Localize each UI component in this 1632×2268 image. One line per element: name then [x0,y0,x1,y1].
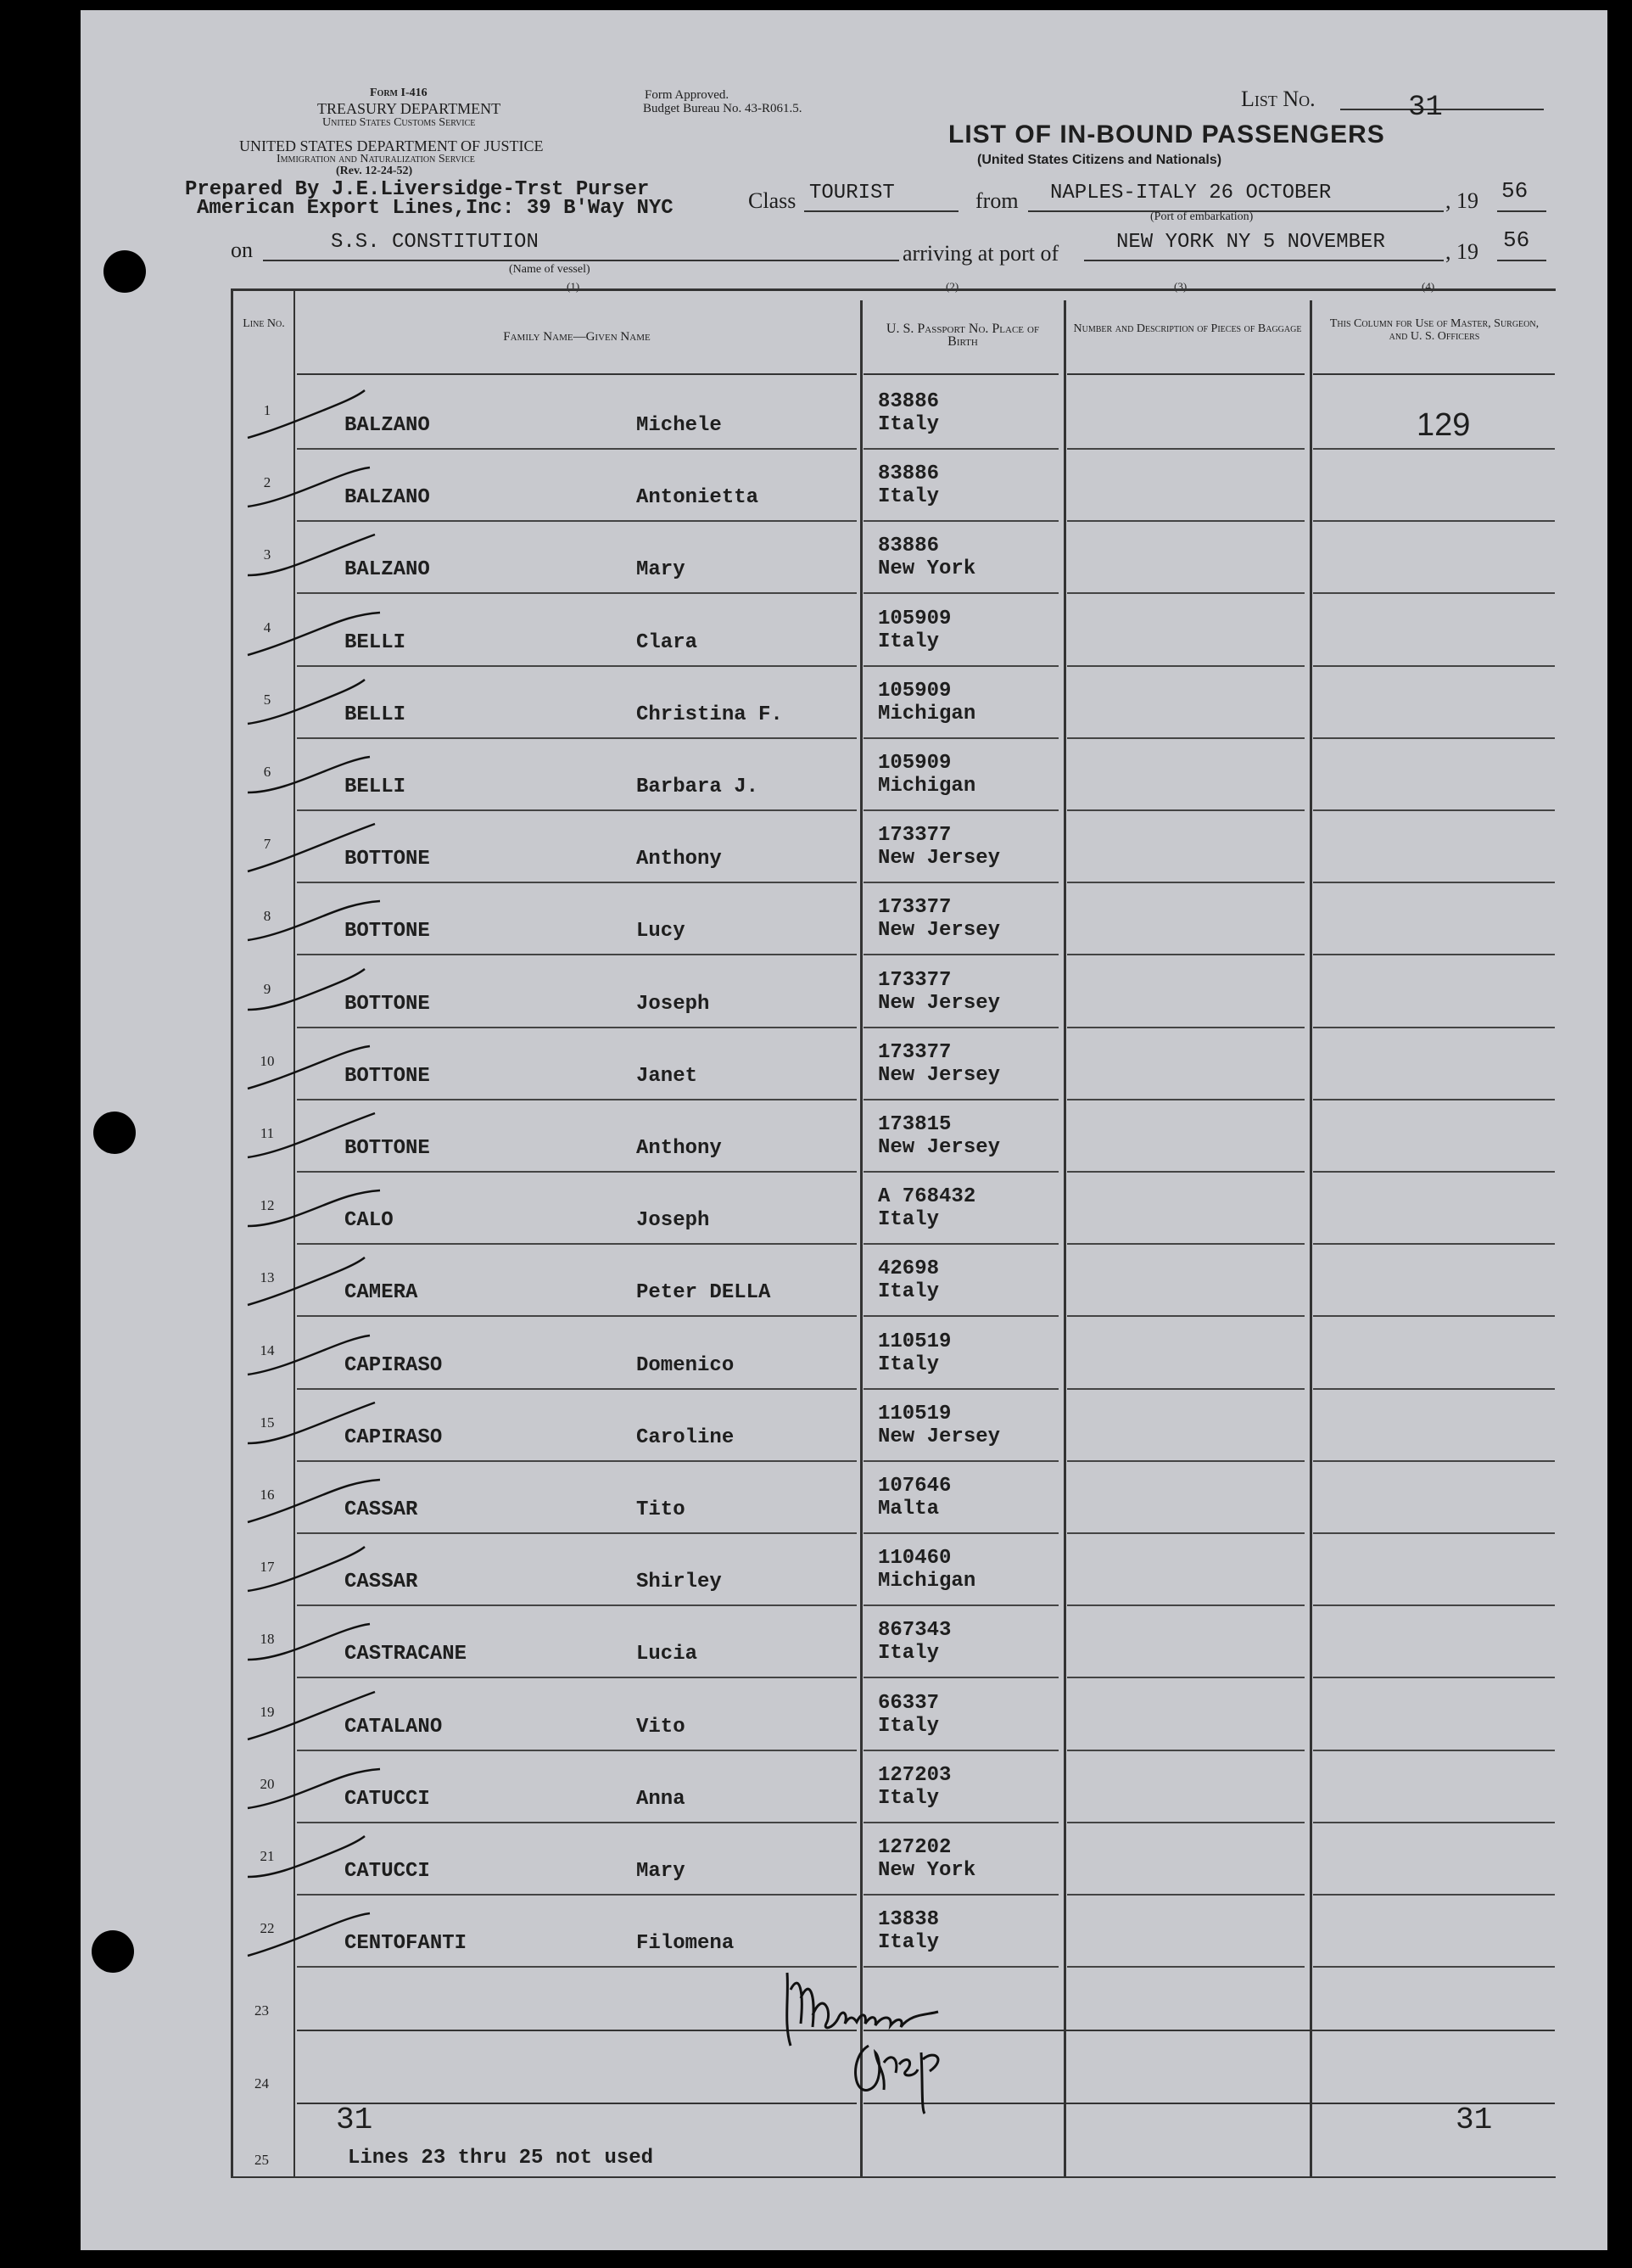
row-rule-passport [864,1171,1059,1173]
arriving-value: NEW YORK NY 5 NOVEMBER [1116,231,1385,254]
row-rule-baggage [1067,1243,1305,1245]
class-label: Class [748,188,796,213]
row-rule-passport [864,1822,1059,1823]
passenger-row [0,1246,1632,1318]
passport-and-birthplace [878,608,951,653]
place-of-birth: New Jersey [878,1063,1001,1087]
row-rule-passport [864,520,1059,522]
line-number: 22 [260,1920,275,1937]
passenger-row [0,1824,1632,1896]
row-rule-name [297,1822,857,1823]
row-rule-officers [1313,882,1555,883]
table-bottom-border [231,2176,1556,2178]
class-underline [804,210,959,212]
given-name: Tito [636,1498,685,1521]
row-rule-passport [864,1388,1059,1390]
place-of-birth: New Jersey [878,847,1001,871]
passenger-row [0,1752,1632,1824]
place-of-birth: Michigan [878,775,976,798]
class-value: TOURIST [809,182,895,204]
row-rule-passport [864,448,1059,450]
row-rule-officers [1313,809,1555,811]
passport-number: 105909 [878,607,952,630]
family-name: CAPIRASO [344,1425,443,1449]
place-of-birth: Italy [878,630,940,653]
unused-lines-note: Lines 23 thru 25 not used [348,2147,654,2170]
family-name: BELLI [344,776,406,798]
column-number-3: (3) [1174,280,1188,293]
given-name: Barbara J. [636,776,759,798]
row-rule-baggage [1067,1677,1305,1678]
passport-and-birthplace [878,824,1000,870]
column-header-name: Family Name—Given Name [503,330,651,344]
passport-and-birthplace [878,1547,975,1593]
column-number-4: (4) [1422,280,1435,293]
place-of-birth: Italy [878,413,940,436]
revision: (Rev. 12-24-52) [336,165,413,177]
arrival-year: 56 [1503,227,1530,253]
row-rule-officers [1313,592,1555,594]
row-rule-officers [1313,954,1555,955]
row-rule-passport [864,1460,1059,1462]
passport-and-birthplace [878,752,975,798]
row-rule-baggage [1067,809,1305,811]
place-of-birth: Italy [878,1208,940,1232]
line-number: 21 [260,1848,275,1864]
row-rule-passport [864,1315,1059,1317]
passport-number: A 768432 [878,1185,976,1209]
line-number: 12 [260,1197,275,1214]
header-separator-passport [864,373,1059,375]
form-title: LIST OF IN-BOUND PASSENGERS [948,120,1385,148]
passport-and-birthplace [878,462,939,508]
row-rule-name [297,520,857,522]
from-label: from [975,188,1019,213]
passport-and-birthplace [878,390,939,436]
line-number: 4 [263,619,271,636]
family-name: BOTTONE [344,848,430,871]
line-number: 2 [263,474,271,491]
row-rule-name [297,1315,857,1317]
line-number: 5 [263,691,271,708]
list-no-label: List No. [1241,87,1316,111]
line-number: 11 [260,1125,275,1141]
row-rule-officers [1313,1171,1555,1173]
line-number: 17 [260,1559,275,1576]
row-rule-name [297,592,857,594]
passport-and-birthplace [878,1692,939,1738]
row-rule-baggage [1067,592,1305,594]
place-of-birth: Italy [878,1280,940,1304]
row-rule-name [297,737,857,739]
row-rule-officers [1313,1315,1555,1317]
place-of-birth: Italy [878,1786,940,1810]
given-name: Anthony [636,848,722,871]
place-of-birth: New Jersey [878,991,1001,1015]
arriving-label: arriving at port of [903,241,1059,266]
family-name: CATUCCI [344,1860,430,1883]
line-number: 3 [263,546,271,563]
given-name: Domenico [636,1353,735,1377]
header-separator-officers [1313,373,1555,375]
row-rule-officers [1313,520,1555,522]
passport-number: 110460 [878,1547,952,1571]
given-name: Janet [636,1064,698,1088]
row-rule-name [297,1388,857,1390]
port-embarkation-caption: (Port of embarkation) [1150,210,1254,223]
passport-number: 107646 [878,1475,952,1498]
passenger-row [0,668,1632,740]
passenger-row [0,1173,1632,1246]
passenger-row [0,1029,1632,1101]
passport-number: 105909 [878,679,952,703]
passport-number: 110519 [878,1330,952,1353]
column-header-line-no: Line No. [243,317,285,330]
row-rule-officers [1313,1532,1555,1534]
passport-number: 42698 [878,1257,940,1281]
row-rule-officers [1313,1894,1555,1896]
row-rule-baggage [1067,1171,1305,1173]
from-year-underline [1497,210,1546,212]
family-name: CALO [344,1209,394,1233]
place-of-birth: Italy [878,1352,940,1376]
row-rule-passport [864,1750,1059,1751]
row-rule-name [297,1750,857,1751]
row-rule-passport [864,809,1059,811]
given-name: Peter DELLA [636,1281,771,1305]
passenger-row [0,1101,1632,1173]
family-name: CAPIRASO [344,1353,443,1377]
place-of-birth: New Jersey [878,1425,1001,1448]
passenger-row [0,1607,1632,1679]
line-number: 13 [260,1269,275,1286]
line-number: 1 [263,402,271,418]
passport-number: 83886 [878,390,940,413]
given-name: Joseph [636,1209,710,1233]
place-of-birth: Italy [878,485,940,509]
inspector-signature [772,1964,992,2117]
passport-and-birthplace [878,1041,1000,1087]
row-rule-baggage [1067,1604,1305,1606]
row-rule-passport [864,665,1059,667]
given-name: Joseph [636,992,710,1016]
passport-number: 173377 [878,968,952,992]
given-name: Christina F. [636,703,783,726]
passport-and-birthplace [878,1475,951,1520]
family-name: BALZANO [344,414,430,437]
passenger-row [0,812,1632,884]
row-rule-officers [1313,448,1555,450]
row-rule-officers [1313,737,1555,739]
line-number: 19 [260,1703,275,1720]
row-rule-baggage [1067,448,1305,450]
family-name: CASSAR [344,1498,418,1521]
row-rule-baggage [1067,882,1305,883]
prepared-by: Prepared By J.E.Liversidge-Trst Purser [185,178,650,201]
count-right: 31 [1456,2103,1493,2137]
passport-number: 110519 [878,1402,952,1425]
given-name: Mary [636,1860,685,1883]
row-rule-passport [864,954,1059,955]
family-name: CATALANO [344,1715,443,1739]
list-number: 31 [1408,92,1443,124]
passport-number: 867343 [878,1619,952,1643]
passenger-row [0,1391,1632,1463]
passport-and-birthplace [878,1619,951,1665]
given-name: Clara [636,630,698,654]
from-year: 56 [1501,178,1529,204]
row-rule-baggage [1067,954,1305,955]
row-rule-name [297,1171,857,1173]
empty-line-24: 24 [254,2075,269,2092]
row-rule-passport [864,1243,1059,1245]
row-rule-officers [1313,1388,1555,1390]
family-name: BOTTONE [344,992,430,1016]
line-number: 15 [260,1414,275,1431]
row-rule-baggage [1067,1966,1305,1968]
passport-and-birthplace [878,535,975,580]
row-rule-officers [1313,1750,1555,1751]
family-name: CAMERA [344,1281,418,1305]
family-name: BOTTONE [344,1064,430,1088]
row-rule-officers [1313,1243,1555,1245]
line-number: 20 [260,1775,275,1792]
line-number: 14 [260,1341,275,1358]
arrival-year-prefix: , 19 [1445,239,1478,264]
given-name: Vito [636,1715,685,1739]
form-number: Form I-416 [370,87,428,99]
family-name: CASSAR [344,1571,418,1594]
row-rule-name [297,1532,857,1534]
line-number: 8 [263,908,271,925]
place-of-birth: New York [878,557,976,581]
place-of-birth: Italy [878,1931,940,1955]
row-rule-name [297,1460,857,1462]
passport-and-birthplace [878,1403,1000,1448]
arriving-underline [1084,260,1444,261]
header-separator-baggage [1067,373,1305,375]
row-rule-officers [1313,665,1555,667]
row-rule-passport [864,1027,1059,1028]
passport-number: 83886 [878,535,940,558]
passenger-row [0,1896,1632,1968]
form-subtitle: (United States Citizens and Nationals) [977,153,1222,167]
row-rule-baggage [1067,1460,1305,1462]
passport-number: 66337 [878,1691,940,1715]
given-name: Lucy [636,920,685,944]
vessel-name: S.S. CONSTITUTION [331,231,539,254]
row-rule-officers [1313,1099,1555,1100]
row-rule-name [297,1099,857,1100]
passenger-row [0,1535,1632,1607]
row-rule-passport [864,737,1059,739]
punch-hole-top [103,250,146,293]
row-rule-baggage [1067,1388,1305,1390]
row-rule-officers [1313,1822,1555,1823]
given-name: Antonietta [636,486,759,510]
place-of-birth: Michigan [878,1570,976,1593]
given-name: Anthony [636,1137,722,1160]
row-rule-baggage [1067,520,1305,522]
header-separator [297,373,857,375]
treasury-department: TREASURY DEPARTMENT [317,100,501,117]
given-name: Michele [636,414,722,437]
passenger-row [0,1680,1632,1752]
passenger-row [0,523,1632,595]
row-rule-name [297,1027,857,1028]
passport-and-birthplace [878,1257,939,1303]
row-rule-name [297,448,857,450]
row-rule-passport [864,882,1059,883]
row-rule-name [297,665,857,667]
row-rule-baggage [1067,1894,1305,1896]
row-rule-passport [864,1099,1059,1100]
family-name: CATUCCI [344,1787,430,1811]
customs-service: United States Customs Service [322,116,476,129]
vessel-caption: (Name of vessel) [509,263,590,276]
column-number-1: (1) [567,280,580,293]
passenger-row [0,957,1632,1029]
family-name: BOTTONE [344,1137,430,1160]
row-rule-name [297,882,857,883]
from-year-prefix: , 19 [1445,188,1478,213]
column-header-officers: This Column for Use of Master, Surgeon, and U. S. Officers [1329,317,1540,343]
officer-total: 129 [1417,407,1471,443]
row-rule-baggage [1067,1532,1305,1534]
passenger-row [0,1319,1632,1391]
passport-number: 105909 [878,752,952,775]
row-rule-baggage [1067,1750,1305,1751]
row-rule-name [297,809,857,811]
passenger-row [0,596,1632,668]
place-of-birth: Italy [878,1642,940,1666]
vessel-underline [263,260,899,261]
row-rule-baggage [1067,1099,1305,1100]
ins-service: Immigration and Naturalization Service [277,153,475,165]
empty-line-25: 25 [254,2152,269,2168]
passport-number: 13838 [878,1908,940,1932]
passport-number: 83886 [878,462,940,486]
place-of-birth: New York [878,1859,976,1882]
line-number: 9 [263,980,271,997]
passport-number: 127203 [878,1763,952,1787]
row-rule-baggage [1067,737,1305,739]
line-number: 6 [263,764,271,780]
place-of-birth: Michigan [878,702,976,725]
row-rule-name [297,954,857,955]
given-name: Anna [636,1787,685,1811]
row-rule-baggage [1067,665,1305,667]
row-rule-baggage [1067,1315,1305,1317]
empty-line-23: 23 [254,2002,269,2019]
from-value: NAPLES-ITALY 26 OCTOBER [1050,182,1332,204]
family-name: BALZANO [344,558,430,582]
line-number: 7 [263,836,271,853]
place-of-birth: Italy [878,1714,940,1738]
row-rule-name [297,1894,857,1896]
given-name: Caroline [636,1425,735,1449]
passenger-row [0,740,1632,812]
passport-number: 173377 [878,1040,952,1064]
passport-and-birthplace [878,1113,1000,1159]
family-name: BALZANO [344,486,430,510]
passenger-row [0,378,1632,451]
department-of-justice: UNITED STATES DEPARTMENT OF JUSTICE [239,137,544,154]
passenger-row [0,884,1632,956]
family-name: BOTTONE [344,920,430,944]
row-rule-officers [1313,1460,1555,1462]
passport-number: 173377 [878,824,952,848]
given-name: Mary [636,558,685,582]
passenger-row [0,1463,1632,1535]
budget-bureau: Budget Bureau No. 43-R061.5. [643,102,802,115]
place-of-birth: New Jersey [878,919,1001,943]
passport-and-birthplace [878,969,1000,1015]
passport-and-birthplace [878,896,1000,942]
place-of-birth: New Jersey [878,1136,1001,1159]
line-number: 16 [260,1487,275,1503]
row-rule-baggage [1067,1027,1305,1028]
passport-number: 173377 [878,896,952,920]
row-rule-officers [1313,1966,1555,1968]
column-header-baggage: Number and Description of Pieces of Baggage [1073,322,1302,335]
family-name: CASTRACANE [344,1643,467,1666]
line-number: 18 [260,1631,275,1648]
row-rule-passport [864,1604,1059,1606]
family-name: CENTOFANTI [344,1932,467,1956]
given-name: Lucia [636,1643,698,1666]
table-top-border [231,288,1556,291]
row-rule-passport [864,1532,1059,1534]
passenger-row [0,451,1632,523]
row-rule-name [297,1243,857,1245]
count-left: 31 [336,2103,373,2137]
passport-and-birthplace [878,680,975,725]
row-rule-officers [1313,1677,1555,1678]
passport-and-birthplace [878,1330,951,1376]
passport-and-birthplace [878,1836,975,1882]
row-rule-baggage [1067,1822,1305,1823]
on-label: on [231,238,253,262]
passport-number: 127202 [878,1836,952,1859]
passport-number: 173815 [878,1113,952,1136]
family-name: BELLI [344,703,406,726]
row-rule-officers [1313,1604,1555,1606]
row-rule-officers [1313,1027,1555,1028]
arrival-year-underline [1497,260,1546,261]
column-number-2: (2) [946,280,959,293]
passport-and-birthplace [878,1908,939,1954]
column-header-passport: U. S. Passport No. Place of Birth [886,322,1040,349]
family-name: BELLI [344,630,406,654]
company: American Export Lines,Inc: 39 B'Way NYC [197,197,673,220]
row-rule-passport [864,1677,1059,1678]
row-rule-passport [864,1894,1059,1896]
line-number: 10 [260,1052,275,1069]
passport-and-birthplace [878,1764,951,1810]
given-name: Shirley [636,1571,722,1594]
given-name: Filomena [636,1932,735,1956]
row-rule-name [297,1677,857,1678]
row-rule-name [297,1604,857,1606]
passport-and-birthplace [878,1185,975,1231]
row-rule-passport [864,592,1059,594]
form-approved: Form Approved. [645,88,729,102]
place-of-birth: Malta [878,1498,940,1520]
